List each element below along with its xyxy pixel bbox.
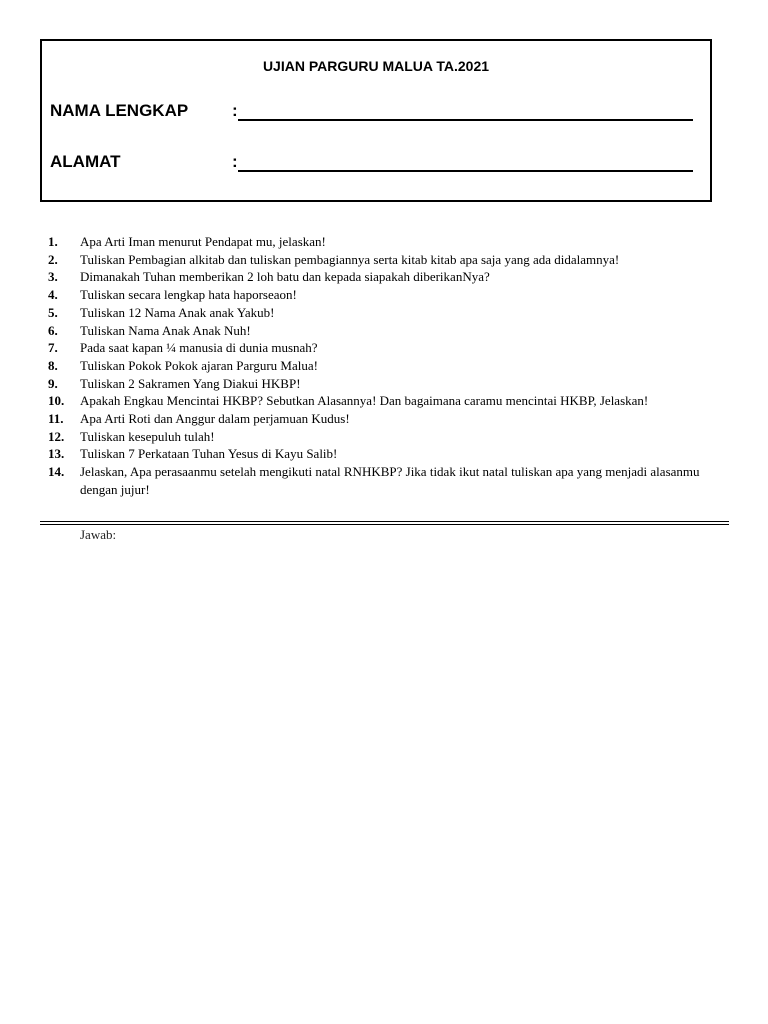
question-item — [48, 304, 718, 322]
question-text: Tuliskan kesepuluh tulah! — [80, 428, 215, 444]
question-number: 8. — [48, 357, 58, 373]
question-text: Tuliskan Pokok Pokok ajaran Parguru Malua! — [80, 357, 318, 373]
exam-header-box — [40, 39, 712, 202]
address-fill-line[interactable] — [238, 152, 693, 172]
section-divider — [40, 521, 729, 525]
question-number: 12. — [48, 428, 65, 444]
question-text: Apa Arti Iman menurut Pendapat mu, jelaskan! — [80, 234, 326, 249]
question-number: 5. — [48, 304, 58, 320]
question-text: Tuliskan 12 Nama Anak anak Yakub! — [80, 304, 275, 320]
name-fill-line[interactable] — [238, 101, 693, 121]
question-text: Tuliskan Nama Anak Anak Nuh! — [80, 322, 251, 338]
question-text: Tuliskan 7 Perkataan Tuhan Yesus di Kayu Salib! — [80, 446, 338, 462]
question-text: Dimanakah Tuhan memberikan 2 loh batu dan kepada siapakah diberikanNya? — [80, 269, 490, 285]
question-text: Pada saat kapan ¼ manusia di dunia musnah? — [80, 340, 318, 356]
question-text: Apakah Engkau Mencintai HKBP? Sebutkan Alasannya! Dan bagaimana caramu mencintai HKBP, Jelaskan! — [80, 393, 649, 409]
question-text: Tuliskan Pembagian alkitab dan tuliskan pembagiannya serta kitab kitab apa saja yang ada didalamnya! — [80, 251, 620, 267]
question-text: Tuliskan 2 Sakramen Yang Diakui HKBP! — [80, 375, 301, 391]
question-number: 6. — [48, 322, 58, 338]
name-colon: : — [232, 101, 238, 120]
question-item — [48, 392, 718, 410]
question-item — [48, 286, 718, 304]
question-number: 9. — [48, 375, 58, 391]
name-field-row — [50, 101, 693, 121]
question-text: Jelaskan, Apa perasaanmu setelah mengikuti natal RNHKBP? Jika tidak ikut natal tuliskan apa yang menjadi alasanmu dengan jujur! — [80, 464, 700, 497]
question-number: 11. — [48, 411, 64, 427]
question-item — [48, 428, 718, 446]
question-item — [48, 375, 718, 393]
question-item — [48, 233, 718, 251]
name-label: NAMA LENGKAP — [50, 101, 189, 120]
question-item — [48, 322, 718, 340]
address-field-row — [50, 152, 693, 172]
answer-label: Jawab: — [80, 527, 117, 542]
question-number: 7. — [48, 340, 58, 356]
question-number: 3. — [48, 269, 58, 285]
question-text: Apa Arti Roti dan Anggur dalam perjamuan Kudus! — [80, 411, 350, 427]
question-number: 14. — [48, 464, 65, 480]
question-item — [48, 357, 718, 375]
question-item — [48, 463, 718, 498]
question-number: 1. — [48, 234, 58, 249]
exam-title: UJIAN PARGURU MALUA TA.2021 — [262, 58, 490, 74]
address-colon: : — [232, 152, 238, 171]
question-item — [48, 410, 718, 428]
question-number: 13. — [48, 446, 65, 462]
question-text: Tuliskan secara lengkap hata haporseaon! — [80, 287, 297, 303]
question-item — [48, 339, 718, 357]
question-number: 4. — [48, 287, 58, 303]
question-number: 2. — [48, 251, 58, 267]
address-label: ALAMAT — [50, 152, 121, 171]
question-item — [48, 251, 718, 269]
question-list — [48, 233, 718, 499]
question-item — [48, 445, 718, 463]
question-item — [48, 268, 718, 286]
question-number: 10. — [48, 393, 65, 409]
